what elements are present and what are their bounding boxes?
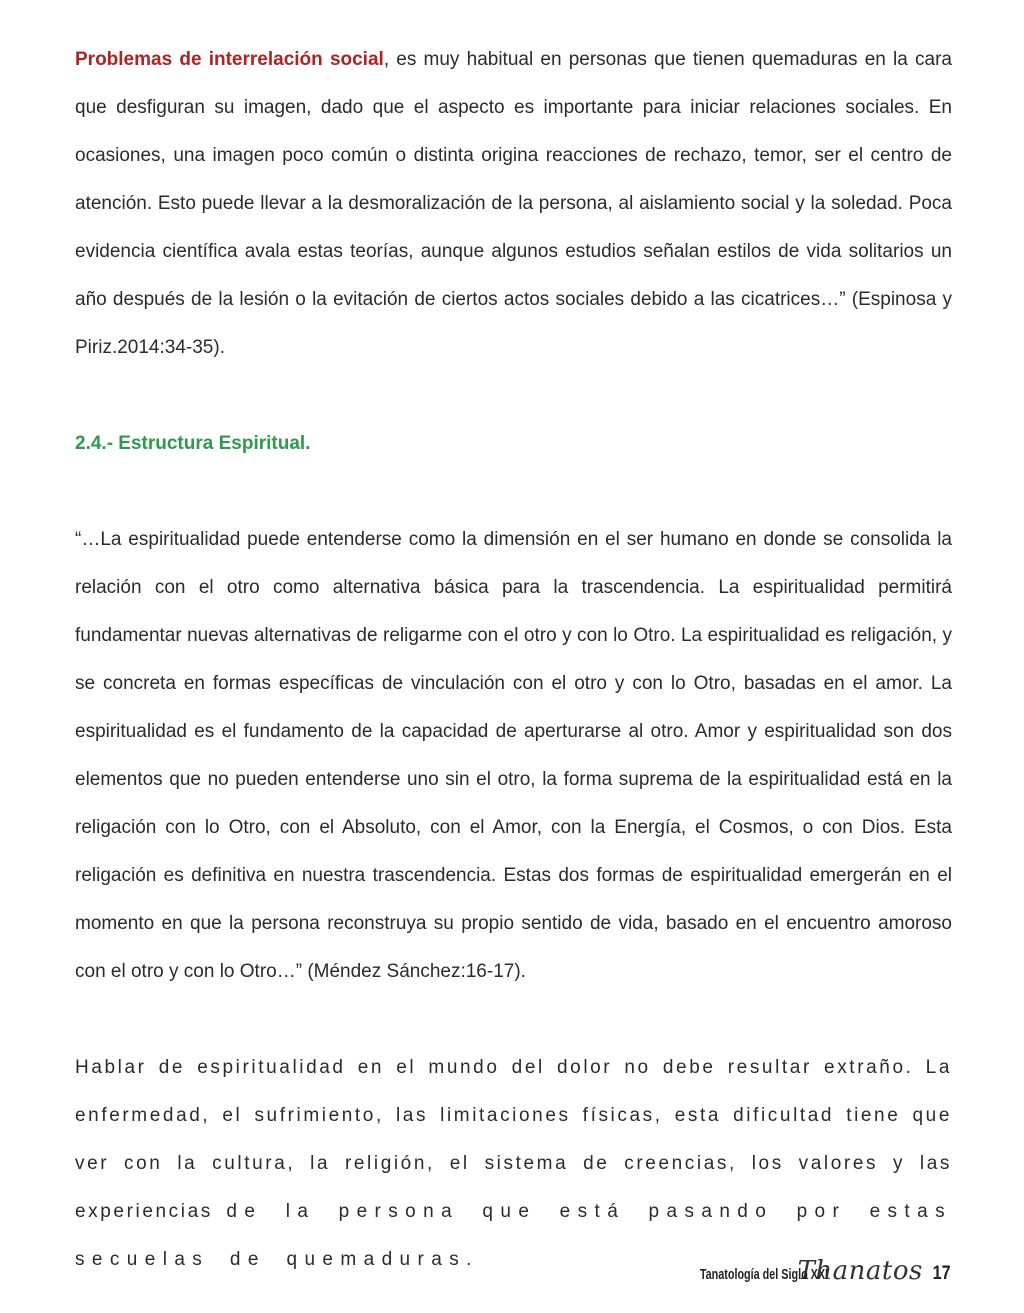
publication-series: Tanatología del Siglo XXI [699, 1266, 828, 1283]
page-footer [650, 1256, 953, 1292]
intro-paragraph [75, 36, 952, 372]
spacer [75, 372, 952, 420]
intro-text: , es muy habitual en personas que tienen quemaduras en la cara que desfiguran su imagen, dado que el aspecto es importante para iniciar relaciones sociales. En ocasiones, una imagen poco común o distinta origina reacciones de rechazo, temor, ser el centro de atención. Esto puede llevar a la desmoralización de la persona, al aislamiento social y la soledad. Poca evidencia científica avala estas teorías, aunque algunos estudios señalan estilos de vida solitarios un año después de la lesión o la evitación de ciertos actos sociales debido a las cicatrices…” (Espinosa y Piriz.2014:34-35). [75, 49, 952, 358]
spacer [75, 996, 952, 1044]
section-heading: 2.4.- Estructura Espiritual. [75, 433, 311, 454]
closing-paragraph [75, 1044, 952, 1284]
closing-text: Hablar de espiritualidad en el mundo del dolor no debe resultar extraño. La enfermedad, el sufrimiento, las limitaciones físicas, esta dificultad tiene que ver con la cultura, la religión, el sistema de creencias, los valores y las experiencias [75, 1057, 952, 1222]
highlighted-term: Problemas de interrelación social [75, 49, 384, 70]
document-page [75, 36, 952, 1284]
page-number: 17 [932, 1263, 951, 1284]
quote-paragraph: “…La espiritualidad puede entenderse como la dimensión en el ser humano en donde se consolida la relación con el otro como alternativa básica para la trascendencia. La espiritualidad permitirá fundamentar nuevas alternativas de religarme con el otro y con lo Otro. La espiritualidad es religación, y se concreta en formas específicas de vinculación con el otro y con lo Otro, basadas en el amor. La espiritualidad es el fundamento de la capacidad de aperturarse al otro. Amor y espiritualidad son dos elementos que no pueden entenderse uno sin el otro, la forma suprema de la espiritualidad está en la religación con lo Otro, con el Absoluto, con el Amor, con la Energía, el Cosmos, o con Dios. Esta religación es definitiva en nuestra trascendencia. Estas dos formas de espiritualidad emergerán en el momento en que la persona reconstruya su propio sentido de vida, basado en el encuentro amoroso con el otro y con lo Otro…” (Méndez Sánchez:16-17). [75, 529, 952, 982]
spacer [75, 468, 952, 516]
closing-last-line: de la persona que está pasando por estas secuelas de quemaduras. [75, 1201, 952, 1270]
thanatos-logo: Thanatos [797, 1256, 923, 1286]
